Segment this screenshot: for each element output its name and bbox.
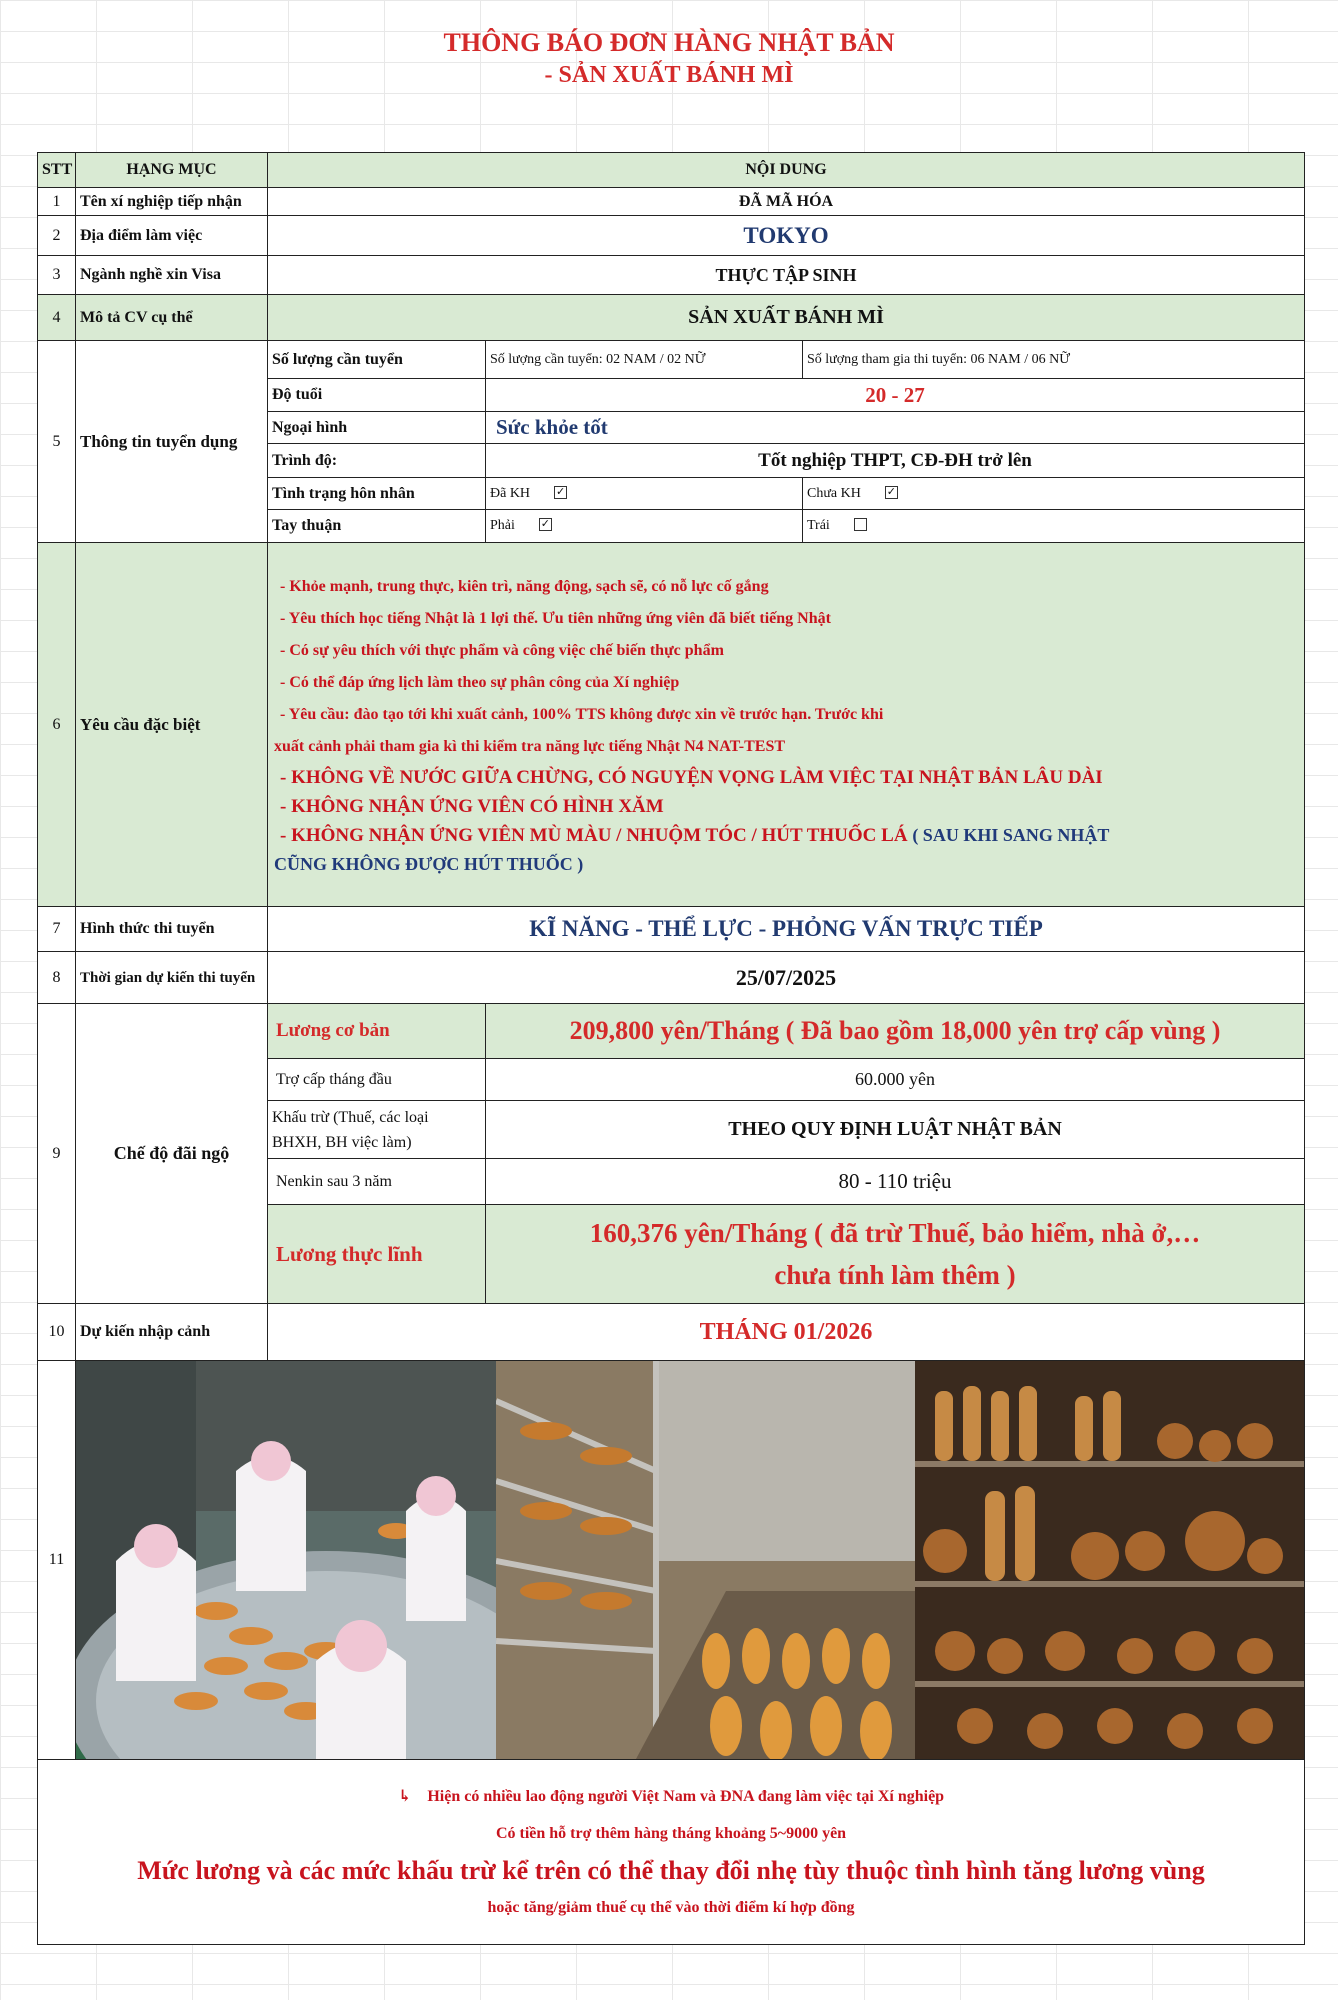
requirement-line: - Có sự yêu thích với thực phẩm và công việc chế biến thực phẩm — [280, 641, 724, 659]
row-label: Ngành nghề xin Visa — [76, 256, 268, 295]
row-number: 11 — [38, 1361, 76, 1760]
quantity-label: Số lượng cần tuyển — [268, 341, 486, 379]
row-label: Tên xí nghiệp tiếp nhận — [76, 188, 268, 216]
appearance-value: Sức khỏe tốt — [486, 412, 1305, 444]
row-number: 10 — [38, 1304, 76, 1361]
row-label: Dự kiến nhập cảnh — [76, 1304, 268, 1361]
footer-line: Có tiền hỗ trợ thêm hàng tháng khoảng 5~9000 yên — [495, 1825, 847, 1842]
footer-notes — [38, 1760, 1305, 1945]
base-salary-value: 209,800 yên/Tháng ( Đã bao gồm 18,000 yên trợ cấp vùng ) — [486, 1004, 1305, 1059]
smoking-note-continued: CŨNG KHÔNG ĐƯỢC HÚT THUỐC ) — [274, 853, 584, 874]
company-value: ĐÃ MÃ HÓA — [268, 188, 1305, 216]
requirement-line: - Yêu cầu: đào tạo tới khi xuất cảnh, 100% TTS không được xin về trước hạn. Trước khi — [280, 705, 884, 723]
row-label: Thời gian dự kiến thi tuyển — [76, 952, 268, 1004]
arrow-icon: ↳ — [397, 1788, 412, 1805]
bread-production-photo — [496, 1361, 916, 1759]
requirement-line: - Yêu thích học tiếng Nhật là 1 lợi thế. Ưu tiên những ứng viên đã biết tiếng Nhật — [280, 609, 831, 627]
photo-row — [76, 1361, 1305, 1760]
first-month-allowance-value: 60.000 yên — [486, 1059, 1305, 1101]
footer-line: Mức lương và các mức khấu trừ kể trên có thể thay đổi nhẹ tùy thuộc tình hình tăng lương vùng — [137, 1856, 1205, 1885]
left-hand-checkbox[interactable] — [854, 518, 867, 531]
table-row — [38, 216, 1305, 256]
page-title: THÔNG BÁO ĐƠN HÀNG NHẬT BẢN — [443, 28, 895, 57]
page-subtitle: - SẢN XUẤT BÁNH MÌ — [544, 62, 794, 88]
row-number: 4 — [38, 295, 76, 341]
table-row — [38, 907, 1305, 952]
table-header-row — [38, 153, 1305, 188]
first-month-allowance-label: Trợ cấp tháng đầu — [268, 1059, 486, 1101]
row-label: Địa điểm làm việc — [76, 216, 268, 256]
visa-value: THỰC TẬP SINH — [268, 256, 1305, 295]
row-label: Mô tả CV cụ thể — [76, 295, 268, 341]
right-hand-checkbox[interactable]: ✓ — [540, 518, 550, 531]
net-salary-line: chưa tính làm thêm ) — [774, 1260, 1016, 1290]
education-value: Tốt nghiệp THPT, CĐ-ĐH trở lên — [486, 444, 1305, 478]
table-row — [38, 1304, 1305, 1361]
footer-line: hoặc tăng/giảm thuế cụ thể vào thời điểm kí hợp đồng — [487, 1899, 855, 1916]
appearance-label: Ngoại hình — [268, 412, 486, 444]
net-salary-label: Lương thực lĩnh — [268, 1205, 486, 1304]
job-description-value: SẢN XUẤT BÁNH MÌ — [268, 295, 1305, 341]
exam-quantity-value: Số lượng tham gia thi tuyển: 06 NAM / 06 NỮ — [803, 341, 1305, 379]
row-number: 7 — [38, 907, 76, 952]
row-number: 5 — [38, 341, 76, 543]
requirement-line: - Có thể đáp ứng lịch làm theo sự phân công của Xí nghiệp — [280, 673, 680, 691]
factory-workers-photo — [76, 1361, 496, 1759]
row-label: Thông tin tuyển dụng — [76, 341, 268, 543]
single-text: Chưa KH — [807, 485, 861, 501]
table-row — [38, 1361, 1305, 1760]
requirement-line: - KHÔNG NHẬN ỨNG VIÊN CÓ HÌNH XĂM — [280, 795, 664, 817]
requirement-line: - KHÔNG NHẬN ỨNG VIÊN MÙ MÀU / NHUỘM TÓC / HÚT THUỐC LÁ — [280, 824, 908, 846]
requirement-line: - KHÔNG VỀ NƯỚC GIỮA CHỪNG, CÓ NGUYỆN VỌNG LÀM VIỆC TẠI NHẬT BẢN LÂU DÀI — [280, 766, 1103, 788]
smoking-note: ( SAU KHI SANG NHẬT — [912, 824, 1110, 845]
base-salary-label: Lương cơ bản — [268, 1004, 486, 1059]
age-value: 20 - 27 — [486, 379, 1305, 412]
exam-format-value: KĨ NĂNG - THỂ LỰC - PHỎNG VẤN TRỰC TIẾP — [268, 907, 1305, 952]
table-row — [38, 1004, 1305, 1059]
nenkin-value: 80 - 110 triệu — [486, 1159, 1305, 1205]
header-stt: STT — [38, 153, 76, 188]
header-category: HẠNG MỤC — [76, 153, 268, 188]
married-option — [486, 478, 803, 510]
requirement-line: - Khỏe mạnh, trung thực, kiên trì, năng động, sạch sẽ, có nỗ lực cố gắng — [280, 577, 769, 595]
location-value: TOKYO — [268, 216, 1305, 256]
left-hand-text: Trái — [807, 518, 830, 533]
right-hand-option — [486, 510, 803, 543]
education-label: Trình độ: — [268, 444, 486, 478]
married-checkbox[interactable]: ✓ — [555, 485, 566, 498]
row-label: Chế độ đãi ngộ — [76, 1004, 268, 1304]
special-requirements — [268, 543, 1305, 907]
order-table — [37, 152, 1305, 1945]
married-text: Đã KH — [490, 485, 531, 501]
footer-line: Hiện có nhiều lao động người Việt Nam và ĐNA đang làm việc tại Xí nghiệp — [427, 1788, 945, 1805]
row-label: Yêu cầu đặc biệt — [76, 543, 268, 907]
row-number: 8 — [38, 952, 76, 1004]
entry-date-value: THÁNG 01/2026 — [268, 1304, 1305, 1361]
hand-label: Tay thuận — [268, 510, 486, 543]
row-number: 1 — [38, 188, 76, 216]
net-salary-line: 160,376 yên/Tháng ( đã trừ Thuế, bảo hiểm, nhà ở,… — [589, 1218, 1201, 1248]
right-hand-text: Phải — [490, 518, 515, 533]
table-row — [38, 952, 1305, 1004]
table-row — [38, 188, 1305, 216]
marital-label: Tình trạng hôn nhân — [268, 478, 486, 510]
deduction-value: THEO QUY ĐỊNH LUẬT NHẬT BẢN — [486, 1101, 1305, 1159]
single-checkbox[interactable]: ✓ — [886, 485, 896, 498]
exam-date-value: 25/07/2025 — [268, 952, 1305, 1004]
bakery-display-photo — [915, 1361, 1304, 1759]
age-label: Độ tuổi — [268, 379, 486, 412]
row-number: 2 — [38, 216, 76, 256]
table-row — [38, 1760, 1305, 1945]
deduction-label: Khấu trừ (Thuế, các loại BHXH, BH việc làm) — [268, 1101, 486, 1159]
row-label: Hình thức thi tuyển — [76, 907, 268, 952]
net-salary-value — [486, 1205, 1305, 1304]
requirement-line: xuất cảnh phải tham gia kì thi kiểm tra năng lực tiếng Nhật N4 NAT-TEST — [274, 737, 786, 755]
row-number: 3 — [38, 256, 76, 295]
single-option — [803, 478, 1305, 510]
table-row — [38, 543, 1305, 907]
table-row — [38, 341, 1305, 379]
table-row — [38, 256, 1305, 295]
header-content: NỘI DUNG — [268, 153, 1305, 188]
row-number: 6 — [38, 543, 76, 907]
row-number: 9 — [38, 1004, 76, 1304]
quantity-value: Số lượng cần tuyển: 02 NAM / 02 NỮ — [486, 341, 803, 379]
nenkin-label: Nenkin sau 3 năm — [268, 1159, 486, 1205]
left-hand-option — [803, 510, 1305, 543]
table-row — [38, 295, 1305, 341]
